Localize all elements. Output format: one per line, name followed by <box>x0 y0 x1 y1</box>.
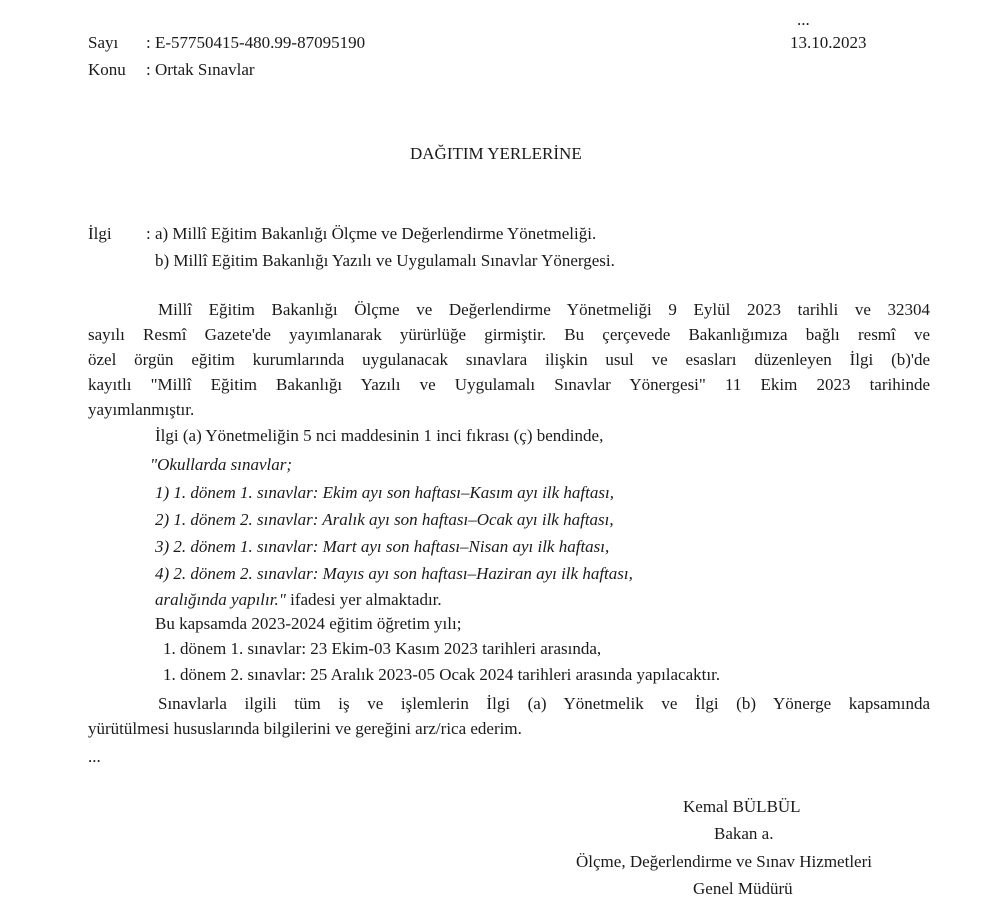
quote-close: aralığında yapılır." <box>155 590 286 609</box>
body-ellipsis: ... <box>88 747 101 766</box>
sayi-row <box>88 33 365 53</box>
konu-row <box>88 60 255 80</box>
konu-label: Konu <box>88 60 126 79</box>
ilgi-row-a <box>88 224 596 244</box>
p3: Bu kapsamda 2023-2024 eğitim öğretim yılı; <box>155 614 462 633</box>
top-ellipsis: ... <box>797 10 810 29</box>
signature-title-3: Genel Müdürü <box>693 879 793 898</box>
p2: İlgi (a) Yönetmeliğin 5 nci maddesinin 1 inci fıkrası (ç) bendinde, <box>155 426 604 445</box>
p4-line-2: yürütülmesi hususlarında bilgilerini ve gereğini arz/rica ederim. <box>88 719 522 738</box>
signature-title-2: Ölçme, Değerlendirme ve Sınav Hizmetleri <box>576 852 872 871</box>
konu-value: : Ortak Sınavlar <box>146 60 255 79</box>
quote-open: "Okullarda sınavlar; <box>150 455 293 474</box>
quote-close-row <box>155 590 442 610</box>
sayi-label: Sayı <box>88 33 119 52</box>
p4-line-1: Sınavlarla ilgili tüm iş ve işlemlerin İlgi (a) Yönetmelik ve İlgi (b) Yönerge kapsamında <box>158 694 930 713</box>
ilgi-a: : a) Millî Eğitim Bakanlığı Ölçme ve Değerlendirme Yönetmeliği. <box>146 224 597 243</box>
quote-tail: ifadesi yer almaktadır. <box>285 590 442 609</box>
signature-name: Kemal BÜLBÜL <box>683 797 801 816</box>
p1-line-5: yayımlanmıştır. <box>88 400 195 419</box>
schedule-item-2: 1. dönem 2. sınavlar: 25 Aralık 2023-05 Ocak 2024 tarihleri arasında yapılacaktır. <box>163 665 721 684</box>
ilgi-label: İlgi <box>88 224 112 243</box>
recipient-heading: DAĞITIM YERLERİNE <box>410 144 582 163</box>
sayi-value: : E-57750415-480.99-87095190 <box>146 33 366 52</box>
quote-item-3: 3) 2. dönem 1. sınavlar: Mart ayı son haftası–Nisan ayı ilk haftası, <box>155 537 610 556</box>
quote-item-2: 2) 1. dönem 2. sınavlar: Aralık ayı son haftası–Ocak ayı ilk haftası, <box>155 510 614 529</box>
p1-line-1: Millî Eğitim Bakanlığı Ölçme ve Değerlendirme Yönetmeliği 9 Eylül 2023 tarihli ve 32304 <box>158 300 930 319</box>
quote-item-4: 4) 2. dönem 2. sınavlar: Mayıs ayı son haftası–Haziran ayı ilk haftası, <box>155 564 633 583</box>
ilgi-b: b) Millî Eğitim Bakanlığı Yazılı ve Uygulamalı Sınavlar Yönergesi. <box>155 251 615 270</box>
p1-line-4: kayıtlı "Millî Eğitim Bakanlığı Yazılı ve Uygulamalı Sınavlar Yönergesi" 11 Ekim 2023 tarihinde <box>88 375 930 394</box>
signature-title-1: Bakan a. <box>714 824 774 843</box>
p1-line-2: sayılı Resmî Gazete'de yayımlanarak yürürlüğe girmiştir. Bu çerçevede Bakanlığımıza bağlı resmî ve <box>88 325 930 344</box>
schedule-item-1: 1. dönem 1. sınavlar: 23 Ekim-03 Kasım 2023 tarihleri arasında, <box>163 639 602 658</box>
quote-item-1: 1) 1. dönem 1. sınavlar: Ekim ayı son haftası–Kasım ayı ilk haftası, <box>155 483 614 502</box>
p1-line-3: özel örgün eğitim kurumlarında uygulanacak sınavlara ilişkin usul ve esasları düzenleyen İlgi (b)'de <box>88 350 930 369</box>
document-date: 13.10.2023 <box>790 33 867 52</box>
